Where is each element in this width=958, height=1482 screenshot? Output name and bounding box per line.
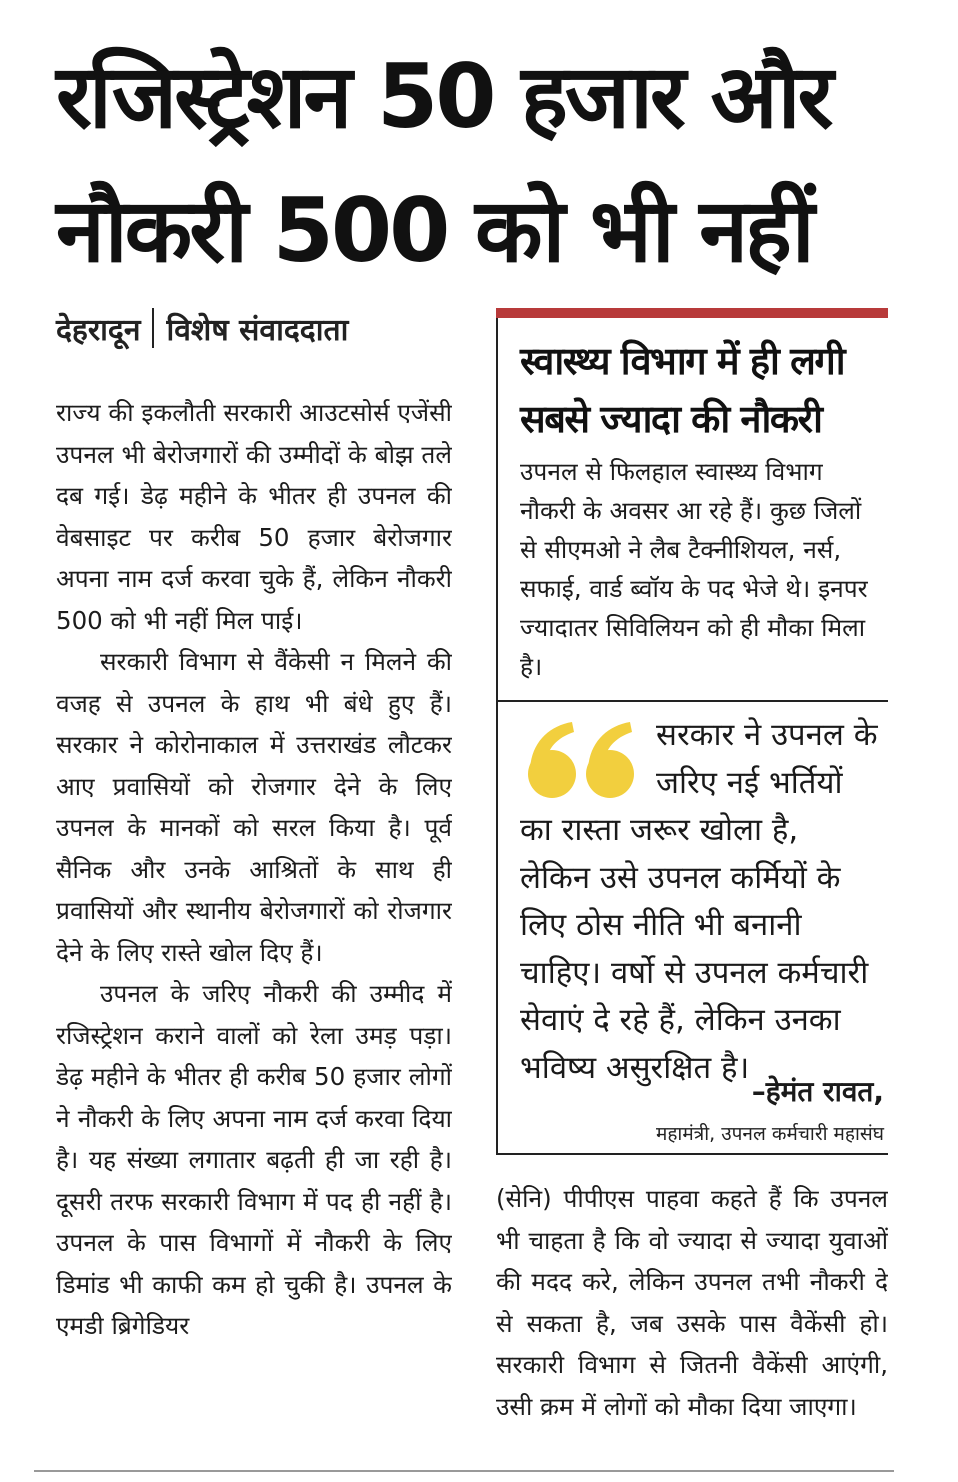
- sidebar-title: [520, 332, 888, 448]
- sidebar-accent-bar: [496, 308, 888, 318]
- quote-rest: का रास्ता जरूर खोला है, लेकिन उसे उपनल कर्मियों के लिए ठोस नीति भी बनानी चाहिए। वर्षो से उपनल कर्मचारी सेवाएं दे रहे हैं, लेकिन उनका भविष्य असुरक्षित है।: [520, 812, 869, 1086]
- headline-line-1: रजिस्ट्रेशन 50 हजार और: [56, 45, 831, 148]
- article-paragraph-2: सरकारी विभाग से वैंकेसी न मिलने की वजह से उपनल के हाथ भी बंधे हुए हैं। सरकार ने कोरोनाकाल में उत्तराखंड लौटकर आए प्रवासियों को रोजगार देने के लिए उपनल के मानकों को सरल किया है। पूर्व सैनिक और उनके आश्रितों के साथ ही प्रवासियों और स्थानीय बेरोजगारों को रोजगार देने के लिए रास्ते खोल दिए हैं।: [56, 647, 452, 967]
- dateline-place: देहरादून: [56, 312, 141, 348]
- byline: [56, 306, 348, 350]
- sidebar-title-line-2: सबसे ज्यादा की नौकरी: [520, 397, 822, 441]
- sidebar-title-line-1: स्वास्थ्य विभाग में ही लगी: [520, 339, 845, 383]
- headline-line-2: नौकरी 500 को भी नहीं: [56, 179, 812, 282]
- sidebar-text: उपनल से फिलहाल स्वास्थ्य विभाग नौकरी के अवसर आ रहे हैं। कुछ जिलों से सीएमओ ने लैब टैक्नीशियल, नर्स, सफाई, वार्ड ब्वॉय के पद भेजे थे। इनपर ज्यादातर सिविलियन को ही मौका मिला है।: [520, 457, 868, 681]
- pull-quote: [520, 712, 888, 1164]
- quote-author-role: महामंत्री, उपनल कर्मचारी महासंघ: [655, 1123, 884, 1145]
- byline-separator: [152, 308, 154, 348]
- article-continuation: (सेनि) पीपीएस पाहवा कहते हैं कि उपनल भी चाहता है कि वो ज्यादा से ज्यादा युवाओं की मदद करे, लेकिन उपनल तभी नौकरी दे से सकता है, जब उसके पास वैकेंसी हो। सरकारी विभाग से जितनी वैकेंसी आएंगी, उसी क्रम में लोगों को मौका दिया जाएगा।: [496, 1184, 888, 1421]
- sidebar-divider: [498, 700, 888, 702]
- article-paragraph-3: उपनल के जरिए नौकरी की उम्मीद में रजिस्ट्रेशन कराने वालों को रेला उमड़ पड़ा। डेढ़ महीने के भीतर ही करीब 50 हजार लोगों ने नौकरी के लिए अपना नाम दर्ज करवा दिया है। यह संख्या लगातार बढ़ती ही जा रही है। दूसरी तरफ सरकारी विभाग में पद ही नहीं है। उपनल के पास विभागों में नौकरी के लिए डिमांड भी काफी कम हो चुकी है। उपनल के एमडी ब्रिगेडियर: [56, 979, 452, 1340]
- article-continuation-column: [496, 1178, 888, 1468]
- bottom-rule: [34, 1470, 894, 1472]
- quote-mark-icon: [524, 720, 640, 800]
- article-paragraph-1: राज्य की इकलौती सरकारी आउटसोर्स एजेंसी उपनल भी बेरोजगारों की उम्मीदों के बोझ तले दब गई। डेढ़ महीने के भीतर ही उपनल की वेबसाइट पर करीब 50 हजार बेरोजगार अपना नाम दर्ज करवा चुके हैं, लेकिन नौकरी 500 को भी नहीं मिल पाई।: [56, 398, 452, 635]
- quote-author: –हेमंत रावत,: [751, 1075, 884, 1108]
- sidebar-box: [496, 308, 888, 1155]
- quote-lead: सरकार ने उपनल के जरिए नई भर्तियों: [656, 717, 878, 801]
- headline: [56, 30, 936, 298]
- main-article-column: [56, 392, 452, 1462]
- correspondent-role: विशेष संवाददाता: [166, 312, 349, 348]
